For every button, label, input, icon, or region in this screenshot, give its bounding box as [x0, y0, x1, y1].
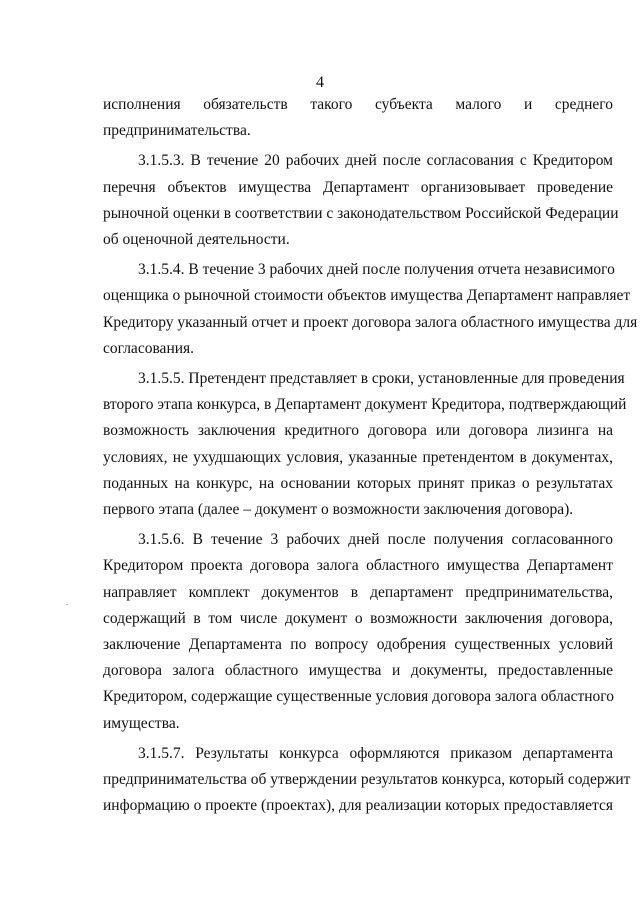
- text-line: Кредитору указанный отчет и проект договора залога областного имущества для: [103, 313, 638, 331]
- text-line: 3.1.5.4. В течение 3 рабочих дней после получения отчета независимого: [138, 261, 615, 279]
- text-line: условиях, не ухудшающих условия, указанные претендентом в документах,: [103, 448, 613, 466]
- text-line: 3.1.5.6. В течение 3 рабочих дней после получения согласованного: [138, 531, 613, 549]
- text-line: исполнения обязательств такого субъекта малого и среднего: [103, 96, 613, 113]
- text-line: имущества.: [103, 714, 180, 732]
- text-line: второго этапа конкурса, в Департамент документ Кредитора, подтверждающий: [103, 396, 627, 414]
- document-body: [103, 92, 638, 819]
- text-line: об оценочной деятельности.: [103, 231, 290, 249]
- text-line: Кредитором, содержащие существенные условия договора залога областного: [103, 688, 615, 706]
- paragraph-3-1-5-6: [103, 527, 613, 737]
- text-line: договора залога областного имущества и документы, предоставленные: [103, 662, 613, 680]
- text-line: направляет комплект документов в департамент предпринимательства,: [103, 583, 613, 601]
- paragraph-continuation: [103, 92, 613, 144]
- text-line: оценщика о рыночной стоимости объектов имущества Департамент направляет: [103, 287, 631, 305]
- page-number: 4: [316, 74, 324, 91]
- scan-artifact-mark: [66, 604, 68, 605]
- paragraph-3-1-5-5: [103, 366, 627, 523]
- text-line: согласования.: [103, 339, 195, 357]
- text-line: рыночной оценки в соответствии с законодательством Российской Федерации: [103, 204, 619, 222]
- text-line: Кредитором проекта договора залога областного имущества Департамент: [103, 557, 613, 575]
- paragraph-3-1-5-3: [103, 148, 619, 253]
- text-line: 3.1.5.7. Результаты конкурса оформляются приказом департамента: [138, 744, 613, 762]
- text-line: информацию о проекте (проектах), для реализации которых предоставляется: [103, 797, 613, 815]
- text-line: перечня объектов имущества Департамент организовывает проведение: [103, 178, 613, 196]
- text-line: содержащий в том числе документ о возможности заключения договора,: [103, 609, 613, 627]
- text-line: поданных на конкурс, на основании которых принят приказ о результатах: [103, 474, 613, 492]
- text-line: предпринимательства об утверждении результатов конкурса, который содержит: [103, 771, 631, 789]
- text-line: предпринимательства.: [103, 122, 251, 140]
- text-line: 3.1.5.3. В течение 20 рабочих дней после согласования с Кредитором: [138, 152, 613, 170]
- paragraph-3-1-5-7: [103, 741, 631, 820]
- text-line: 3.1.5.5. Претендент представляет в сроки, установленные для проведения: [138, 370, 625, 388]
- text-line: возможность заключения кредитного договора или договора лизинга на: [103, 422, 613, 440]
- text-line: заключение Департамента по вопросу одобрения существенных условий: [103, 636, 613, 654]
- text-line: первого этапа (далее – документ о возможности заключения договора).: [103, 501, 574, 519]
- paragraph-3-1-5-4: [103, 257, 638, 362]
